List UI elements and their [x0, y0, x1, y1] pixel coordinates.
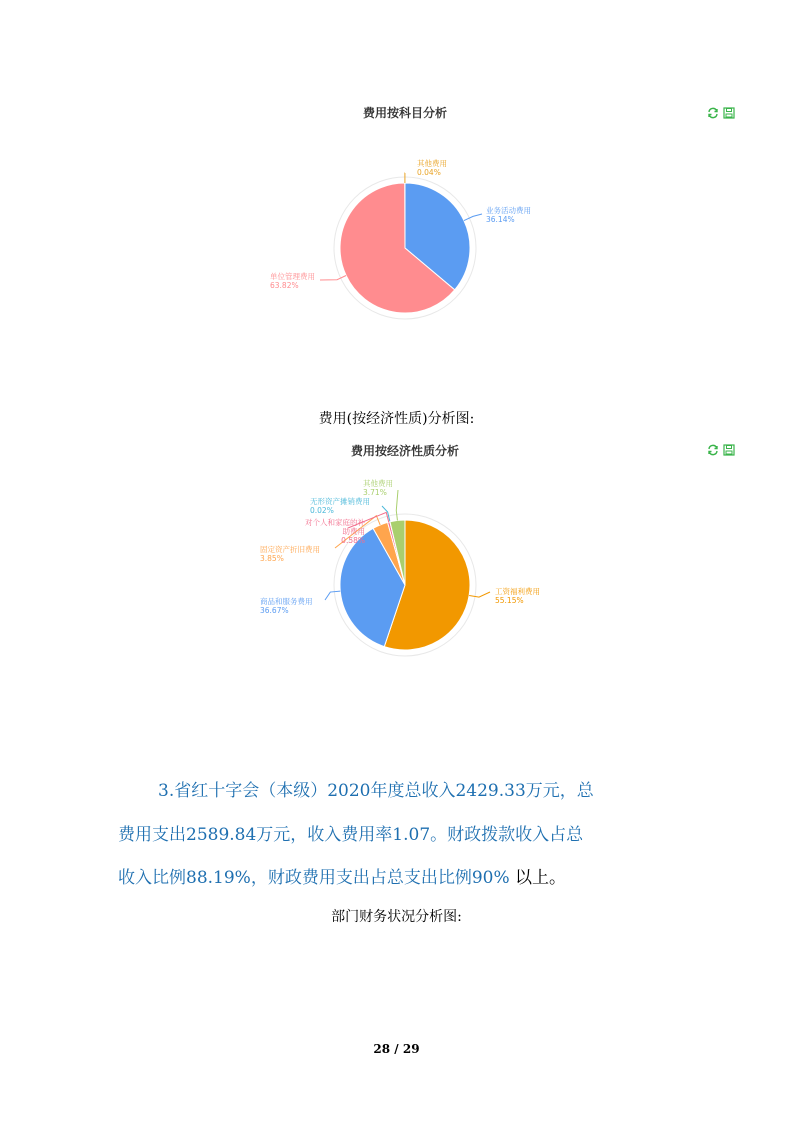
- slice-value-label: 0.58%: [341, 536, 365, 545]
- save-image-icon[interactable]: [723, 441, 735, 453]
- save-image-icon[interactable]: [723, 104, 735, 116]
- slice-label: 单位管理费用: [270, 272, 315, 281]
- leader-line: [469, 592, 490, 597]
- chart1-toolbox: [707, 104, 735, 116]
- chart1-title: 费用按科目分析: [362, 106, 447, 120]
- slice-label: 其他费用: [363, 479, 393, 488]
- slice-value-label: 55.15%: [495, 596, 524, 605]
- slice-value-label: 0.04%: [417, 168, 441, 177]
- slice-label: 其他费用: [417, 159, 447, 168]
- summary-text-2: 费用支出2589.84万元，收入费用率1.07。财政拨款收入占总: [118, 825, 584, 845]
- slice-label: 业务活动费用: [486, 206, 531, 215]
- slice-value-label: 3.71%: [363, 488, 387, 497]
- slice-label: 助费用: [342, 527, 365, 536]
- summary-line-1: [118, 783, 678, 800]
- chart2-title: 费用按经济性质分析: [350, 444, 459, 458]
- slice-value-label: 36.67%: [260, 606, 289, 615]
- caption-economic: 费用(按经济性质)分析图:: [318, 411, 475, 427]
- refresh-icon[interactable]: [707, 104, 719, 116]
- leader-line: [464, 214, 482, 221]
- page-number: 28 / 29: [373, 1042, 420, 1056]
- slice-value-label: 0.02%: [310, 506, 334, 515]
- slice-value-label: 36.14%: [486, 215, 515, 224]
- summary-text-1: 3.省红十字会（本级）2020年度总收入2429.33万元，总: [158, 781, 594, 801]
- summary-text-3: 收入比例88.19%，财政费用支出占总支出比例90%: [118, 868, 510, 888]
- slice-label: 固定资产折旧费用: [260, 545, 320, 554]
- refresh-icon[interactable]: [707, 441, 719, 453]
- slice-label: 工资福利费用: [495, 587, 540, 596]
- chart2-toolbox: [707, 441, 735, 453]
- summary-text-3-end: 以上。: [509, 868, 567, 888]
- pie-chart-by-subject: [220, 140, 580, 340]
- summary-line-2: [118, 827, 678, 844]
- slice-label: 无形资产摊销费用: [310, 497, 370, 506]
- slice-label: 对个人和家庭的补: [305, 518, 365, 527]
- pie-chart-by-economic-nature: [220, 470, 580, 670]
- slice-label: 商品和服务费用: [260, 597, 313, 606]
- slice-value-label: 3.85%: [260, 554, 284, 563]
- leader-line: [325, 591, 340, 600]
- caption-dept: 部门财务状况分析图:: [331, 909, 462, 925]
- slice-value-label: 63.82%: [270, 281, 299, 290]
- leader-line: [320, 275, 346, 280]
- leader-line: [396, 490, 398, 520]
- summary-line-3: [118, 870, 678, 887]
